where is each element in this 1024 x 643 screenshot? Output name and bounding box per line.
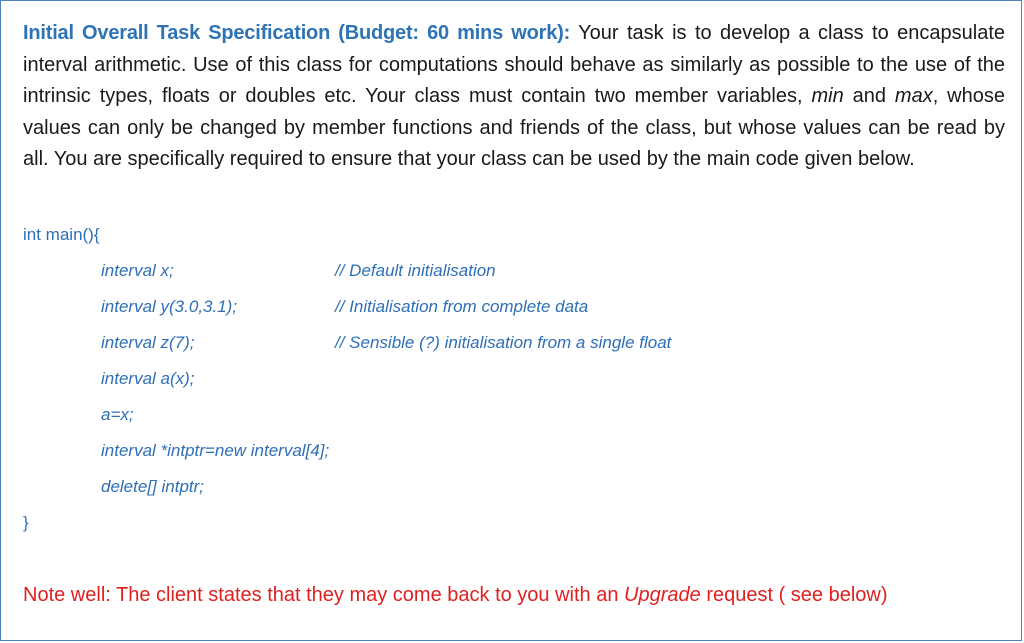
spec-heading: Initial Overall Task Specification (Budget: 60 mins work): xyxy=(23,22,571,44)
spec-text-part-1: Your task is to develop a class to encapsulate interval arithmetic. Use of this class for computations should behave as similarly as possible to the use of the intrinsic types, floats or doubles etc. Your class must contain two member variables, xyxy=(23,22,1006,108)
code-statement: interval z(7); xyxy=(101,333,195,352)
code-statement: a=x; xyxy=(101,405,134,424)
code-comment: // Sensible (?) initialisation from a single float xyxy=(335,333,672,352)
spec-var-min: min xyxy=(811,85,844,108)
task-specification-paragraph xyxy=(23,18,1005,176)
code-close-line: } xyxy=(23,513,29,532)
code-statement: delete[] intptr; xyxy=(101,477,205,496)
spec-var-max: max xyxy=(894,85,933,108)
code-statement: interval a(x); xyxy=(101,369,195,388)
note-emphasis-upgrade: Upgrade xyxy=(624,584,701,606)
spec-text-part-2: and xyxy=(843,85,895,108)
client-note xyxy=(23,584,888,607)
code-comment: // Default initialisation xyxy=(335,261,496,280)
code-open-line: int main(){ xyxy=(23,225,100,244)
spec-text-part-3: , whose values can only be changed by member functions and friends of the class, but whose values can be read by all. You are specifically required to ensure that your class can be used by the main code given below. xyxy=(23,85,1005,171)
code-statement: interval x; xyxy=(101,261,174,280)
code-comment: // Initialisation from complete data xyxy=(335,297,589,316)
note-text-part-1: Note well: The client states that they may come back to you with an xyxy=(23,584,625,606)
code-statement: interval y(3.0,3.1); xyxy=(101,297,238,316)
code-statement: interval *intptr=new interval[4]; xyxy=(101,441,330,460)
note-text-part-2: request ( see below) xyxy=(700,584,888,606)
